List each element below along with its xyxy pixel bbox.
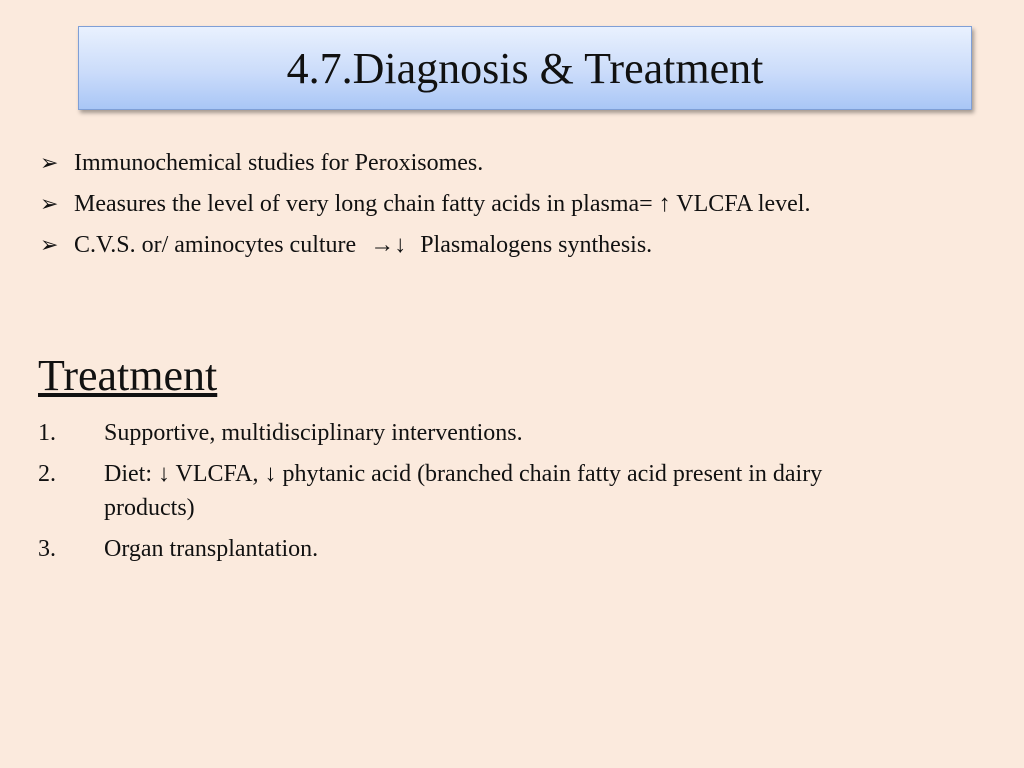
treatment-heading: Treatment <box>38 351 218 400</box>
list-item <box>40 228 920 262</box>
list-item <box>38 532 918 566</box>
treatment-list <box>38 416 918 573</box>
item-number: 2. <box>38 461 56 487</box>
slide-title: 4.7.Diagnosis & Treatment <box>286 43 764 93</box>
list-item-text-post: Plasmalogens synthesis. <box>420 232 653 258</box>
right-down-arrows-icon: →↓ <box>370 232 407 258</box>
list-item-text: Measures the level of very long chain fatty acids in plasma= ↑ VLCFA level. <box>74 191 811 217</box>
list-item <box>38 457 918 525</box>
list-item-text: Diet: ↓ VLCFA, ↓ phytanic acid (branched chain fatty acid present in dairy products) <box>104 461 823 521</box>
list-item-text-pre: C.V.S. or/ aminocytes culture <box>74 232 357 258</box>
arrow-bullet-icon: ➢ <box>40 150 59 175</box>
list-item <box>40 187 920 221</box>
list-item-text: Immunochemical studies for Peroxisomes. <box>74 150 484 176</box>
list-item <box>38 416 918 450</box>
arrow-bullet-icon: ➢ <box>40 191 59 216</box>
list-item-text: Supportive, multidisciplinary interventions. <box>104 420 523 446</box>
list-item-text: Organ transplantation. <box>104 536 319 562</box>
item-number: 1. <box>38 420 56 446</box>
item-number: 3. <box>38 536 56 562</box>
list-item <box>40 146 920 180</box>
slide-title-banner <box>78 26 972 110</box>
diagnosis-list <box>40 146 920 269</box>
arrow-bullet-icon: ➢ <box>40 232 59 257</box>
